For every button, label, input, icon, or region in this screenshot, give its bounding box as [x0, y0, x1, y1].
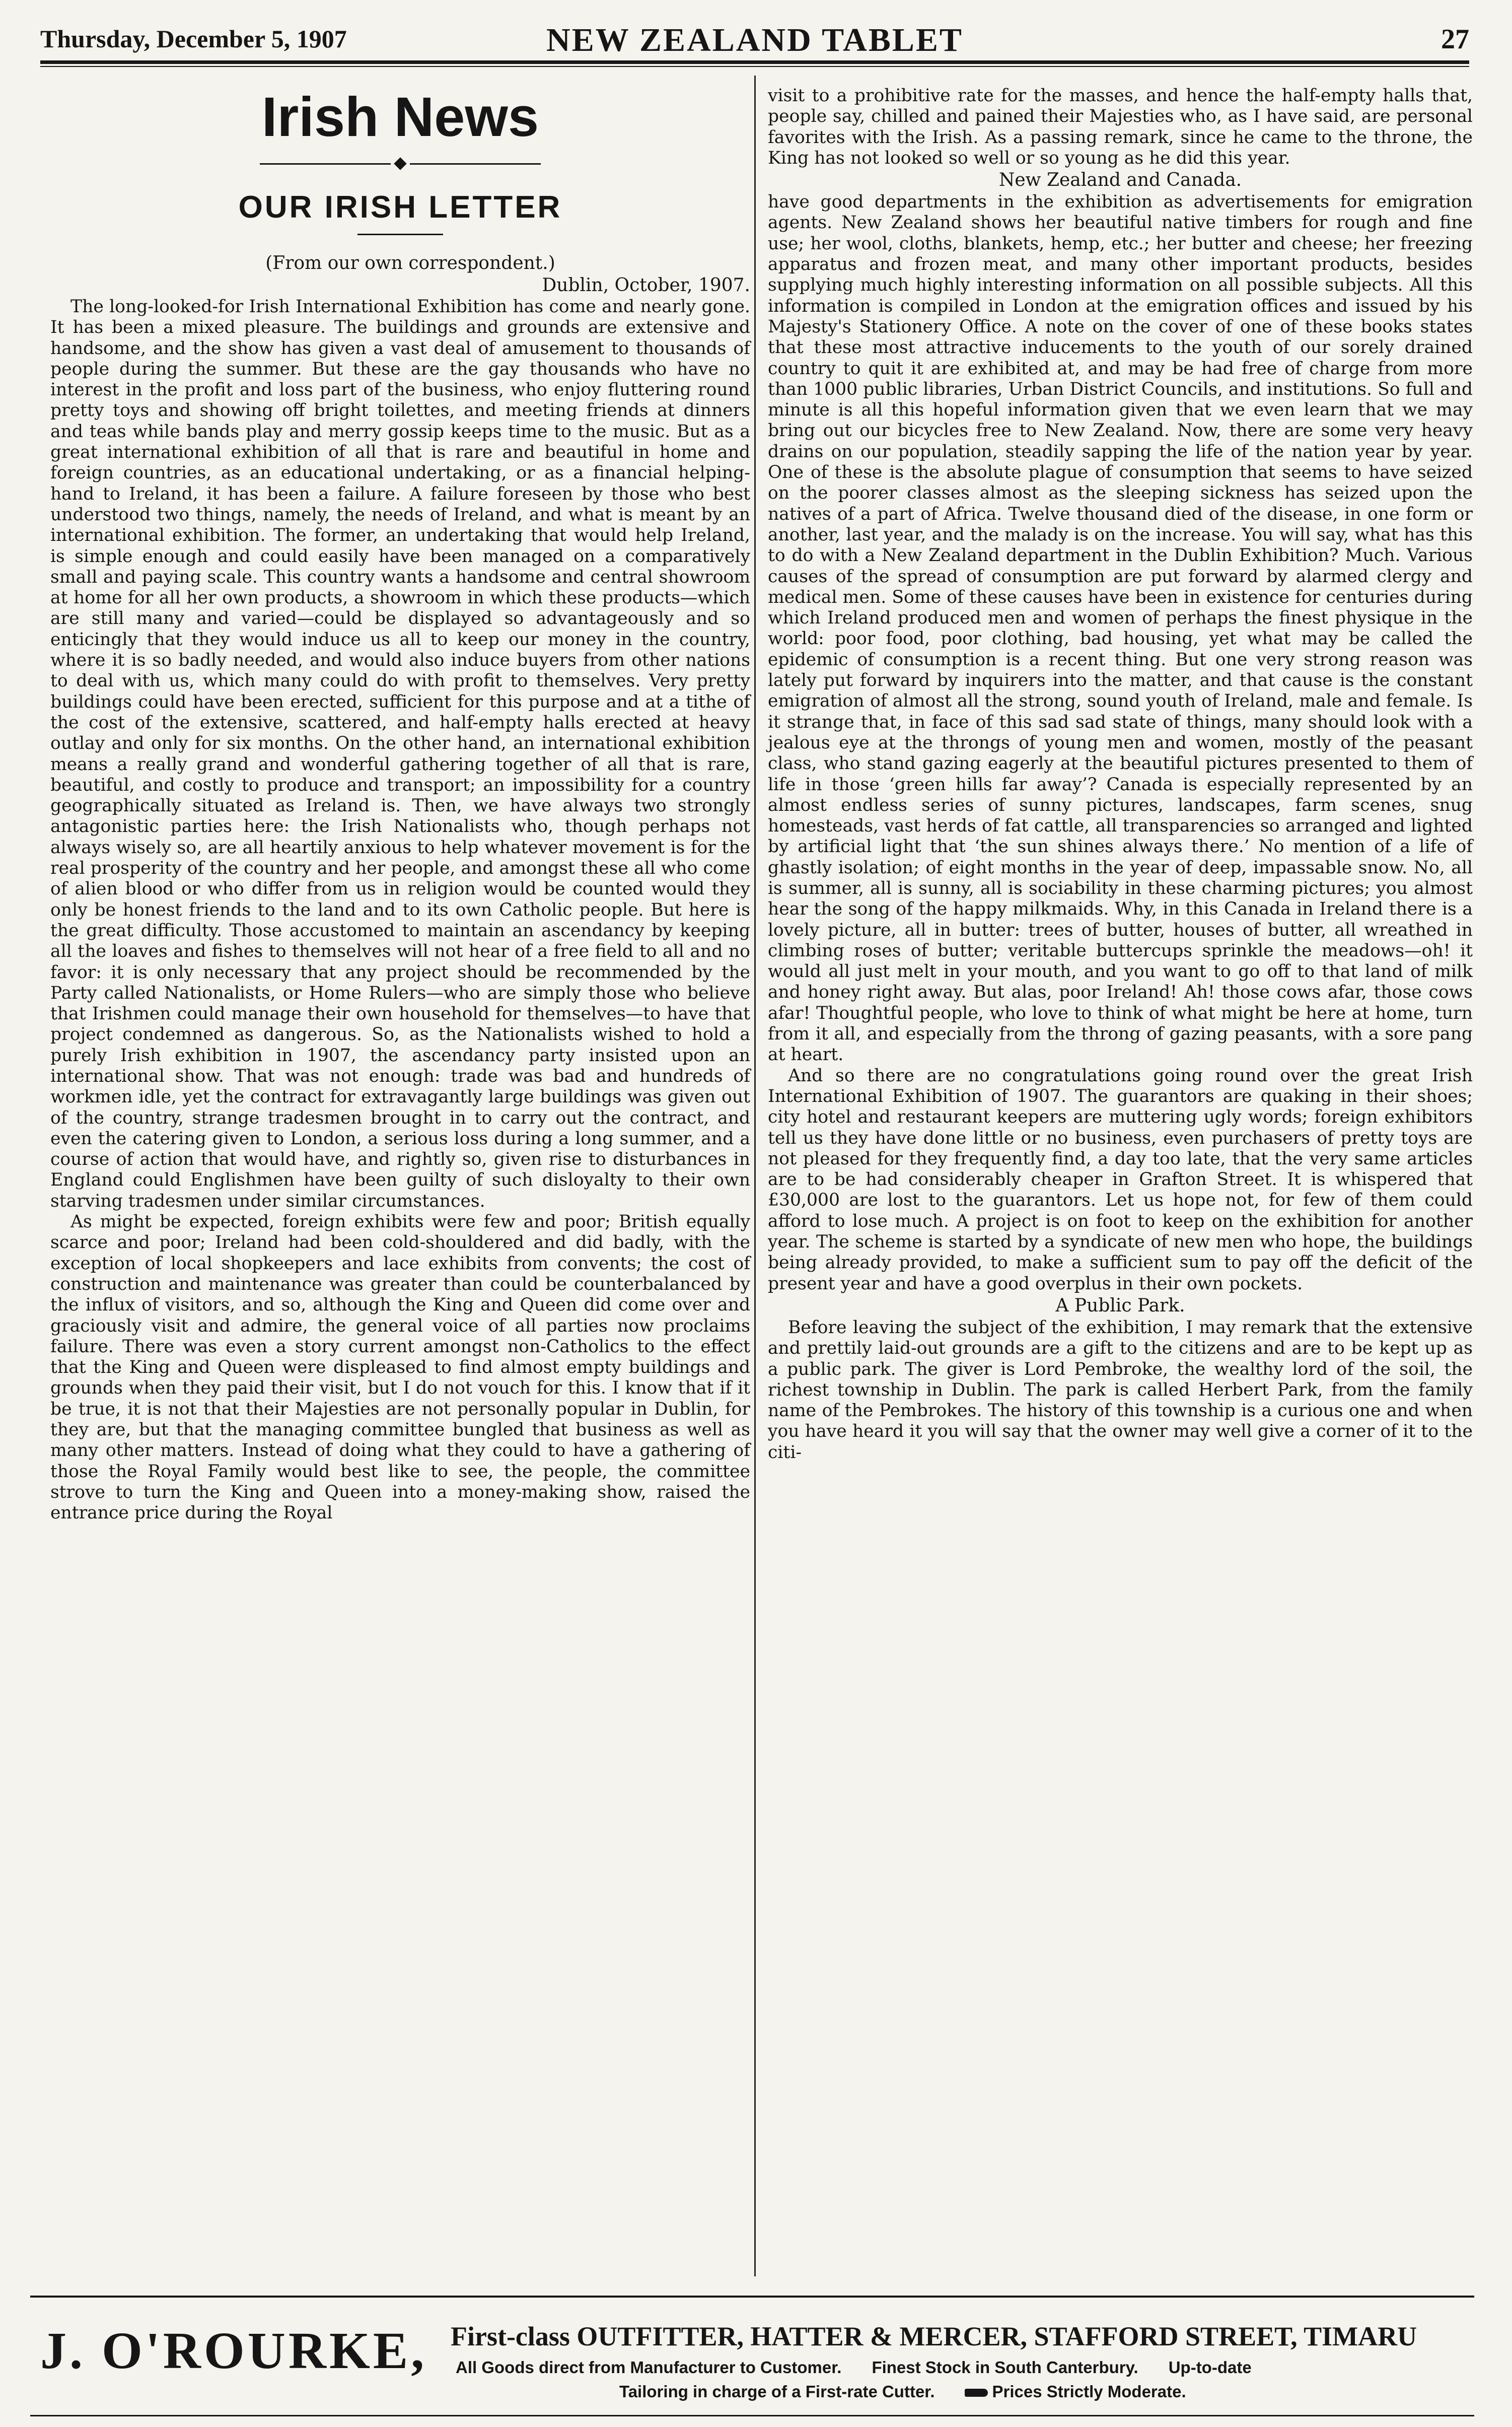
advertiser-name: J. O'ROURKE, [40, 2322, 427, 2380]
paragraph: have good departments in the exhibition as advertisements for emigration agents. New Zealand shows her beautiful native timbers for rough and fine use; her wool, cloths, blankets, hemp, etc.; her butter and cheese; her freezing apparatus and frozen meat, and many other important products, besides supplying much highly interesting information on all possible subjects. All this information is compiled in London at the emigration offices and issued by his Majesty's Stationery Office. A note on the cover of one of these books states that these most attractive inducements to the youth of our sorely drained country to quit it are exhibited at, and may be had free of charge from more than 1000 public libraries, Urban District Councils, and institutions. So full and minute is all this hopeful information given that we even learn that we may bring out our bicycles free to New Zealand. Now, there are some very heavy drains on our population, steadily sapping the life of the nation year by year. One of these is the absolute plague of consumption that seems to have seized on the poorer classes almost as the sleeping sickness has seized upon the natives of a part of Africa. Twelve thousand died of the disease, in one form or another, last year, and the malady is on the increase. You will say, what has this to do with a New Zealand department in the Dublin Exhibition? Much. Various causes of the spread of consumption are put forward by alarmed clergy and medical men. Some of these causes have been in existence for centuries during which Ireland produced men and women of perhaps the finest physique in the world: poor food, poor clothing, bad housing, yet what may be called the epidemic of consumption is a recent thing. But one very strong reason was lately put forward by inquirers into the matter, and that cause is the constant emigration of almost all the strong, sound youth of Ireland, male and female. Is it strange that, in face of this sad sad state of things, many should look with a jealous eye at the throngs of young men and women, mostly of the peasant class, who stand gazing eagerly at the beautiful pictures presented to them of life in those ‘green hills far away’? Canada is especially represented by an almost endless series of sunny pictures, landscapes, farm scenes, snug homesteads, vast herds of fat cattle, all transparencies so arranged and lighted by artificial light that ‘the sun shines always there.’ No mention of a life of ghastly isolation; of eight months in the year of deep, impassable snow. No, all is summer, all is sunny, all is sociability in these charming pictures; you almost hear the song of the happy milkmaids. Why, in this Canada in Ireland there is a lovely picture, all in butter: trees of butter, houses of butter, all wreathed in climbing roses of butter; veritable buttercups sprinkle the meadows—oh! it would all just melt in your mouth, and you want to go off to that land of milk and honey right away. But alas, poor Ireland! Ah! those cows afar, those cows afar! Thoughtful people, who love to think of what might be here at home, turn from it all, and especially from the throng of gazing peasants, with a sore pang at heart. [768, 192, 1473, 1065]
masthead-rule-thin [40, 66, 1469, 67]
advertisement-line-2 [456, 2358, 1474, 2377]
advertisement [30, 2307, 1474, 2407]
ornament-rule-left [260, 163, 391, 165]
pointing-hand-icon [965, 2389, 988, 2397]
page-number: 27 [1441, 24, 1469, 55]
publication-title: NEW ZEALAND TABLET [546, 22, 963, 58]
ad-claim-direct: All Goods direct from Manufacturer to Customer. [456, 2358, 842, 2377]
section-title: Irish News [261, 86, 539, 148]
dateline: Dublin, October, 1907. [542, 275, 750, 296]
paragraph: As might be expected, foreign exhibits were few and poor; British equally scarce and poor; Ireland had been cold-shouldered and did badly, with the exception of local shopkeepers and lace exhibits from convents; the cost of construction and maintenance was greater than could be counterbalanced by the influx of visitors, and so, although the King and Queen did come over and graciously visit and admire, the general voice of all parties now proclaims failure. There was even a story current amongst non-Catholics to the effect that the King and Queen were displeased to find almost empty buildings and grounds when they paid their visit, but I do not vouch for this. I know that if it be true, it is not that their Majesties are not personally popular in Dublin, for they are, but that the managing committee bungled that business as well as many other matters. Instead of doing what they could to have a gathering of those the Royal Family would best like to see, the people, the committee strove to turn the King and Queen into a money-making show, raised the entrance price during the Royal [50, 1212, 750, 1523]
ad-claim-tailoring: Tailoring in charge of a First-rate Cutter. [619, 2382, 935, 2401]
ad-claim-uptodate: Up-to-date [1168, 2358, 1252, 2377]
paragraph: visit to a prohibitive rate for the masses, and hence the half-empty halls that, people say, chilled and pained their Majesties who, as I have said, are personal favorites with the Irish. As a passing remark, since he came to the throne, the King has not looked so well or so young as he did this year. [768, 86, 1473, 168]
advertisement-rule-top [30, 2296, 1474, 2298]
issue-date: Thursday, December 5, 1907 [40, 25, 347, 53]
subhead-public-park: A Public Park. [1055, 1295, 1185, 1316]
article-subtitle: OUR IRISH LETTER [238, 190, 562, 225]
advertisement-rule-bottom [30, 2415, 1474, 2416]
subhead-new-zealand-canada: New Zealand and Canada. [998, 170, 1242, 191]
masthead-rule [40, 60, 1469, 64]
paragraph: The long-looked-for Irish International Exhibition has come and nearly gone. It has been a mixed pleasure. The buildings and grounds are extensive and handsome, and the show has given a vast deal of amusement to thousands of people during the summer. But these are the gay thousands who have no interest in the profit and loss part of the business, who enjoy fluttering round pretty toys and showing off bright toilettes, and meeting friends at dinners and teas while bands play and merry gossip keeps time to the music. But as a great international exhibition of all that is rare and beautiful in home and foreign countries, as an educational undertaking, or as a financial helping-hand to Ireland, it has been a failure. A failure foreseen by those who best understood two things, namely, the needs of Ireland, and what is meant by an international exhibition. The former, an undertaking that would help Ireland, is simple enough and could easily have been managed on a comparatively small and paying scale. This country wants a handsome and central showroom at home for all her own products, a showroom in which these products—which are still many and varied—could be displayed so advantageously and so enticingly that they would induce us all to keep our money in the country, where it is so badly needed, and would also induce buyers from other nations to deal with us, which many could do with profit to themselves. Very pretty buildings could have been erected, sufficient for this purpose and at a tithe of the cost of the extensive, scattered, and half-empty halls erected at heavy outlay and only for six months. On the other hand, an international exhibition means a really grand and wonderful gathering together of all that is rare, beautiful, and costly to produce and transport; an impossibility for a country geographically situated as Ireland is. Then, we have always two strongly antagonistic parties here: the Irish Nationalists who, though perhaps not always wisely so, are all heartily anxious to help whatever movement is for the real prosperity of the country and her people, and amongst these all who come of alien blood or who differ from us in religion would be counted would they only be honest friends to the land and to its own Catholic people. But here is the great difficulty. Those accustomed to maintain an ascendancy by keeping all the loaves and fishes to themselves will not hear of a free field to all and no favor: it is only necessary that any project should be recommended by the Party called Nationalists, or Home Rulers—who are simply those who believe that Irishmen could manage their own household for themselves—to have that project condemned as dangerous. So, as the Nationalists wished to hold a purely Irish exhibition in 1907, the ascendancy party insisted upon an international show. That was not enough: trade was bad and hundreds of workmen idle, yet the contract for extravagantly large buildings was given out of the country, strange tradesmen brought in to carry out the contract, and even the catering given to London, a serious loss during a long summer, and a course of action that would have, and rightly so, given rise to disturbances in England could Englishmen have been guilty of such disloyalty to their own starving tradesmen under similar circumstances. [50, 297, 750, 1211]
diamond-icon [394, 157, 406, 170]
paragraph: And so there are no congratulations going round over the great Irish International Exhibition of 1907. The guarantors are quaking in their shoes; city hotel and restaurant keepers are muttering ugly words; foreign exhibitors tell us they have done little or no business, even purchasers of pretty toys are not pleased for they frequently find, a day too late, that the very same articles are to be had considerably cheaper in Grafton Street. It is whispered that £30,000 are lost to the guarantors. Let us hope not, for few of them could afford to lose much. A project is on foot to keep on the exhibition for another year. The scheme is started by a syndicate of new men who hope, the buildings being already provided, to make a sufficient sum to pay off the deficit of the present year and have a good overplus in their own pockets. [768, 1065, 1473, 1294]
ornament-rule-right [410, 163, 541, 165]
advertisement-line-3 [619, 2382, 1216, 2401]
left-column [50, 76, 750, 2201]
ad-claim-stock: Finest Stock in South Canterbury. [872, 2358, 1138, 2377]
ornament-divider [50, 152, 750, 172]
advertisement-headline: First-class OUTFITTER, HATTER & MERCER, STAFFORD STREET, TIMARU [451, 2321, 1417, 2351]
byline: (From our own correspondent.) [265, 253, 555, 273]
ad-claim-prices: Prices Strictly Moderate. [992, 2382, 1186, 2401]
short-divider [357, 234, 443, 235]
right-column [768, 86, 1473, 2266]
masthead [40, 15, 1469, 63]
column-divider [754, 76, 756, 2276]
paragraph: Before leaving the subject of the exhibition, I may remark that the extensive and prettily laid-out grounds are a gift to the citizens and are to be kept up as a public park. The giver is Lord Pembroke, the wealthy lord of the soil, the richest township in Dublin. The park is called Herbert Park, from the family name of the Pembrokes. The history of this township is a curious one and when you have heard it you will say that the owner may well give a corner of it to the citi- [768, 1317, 1473, 1463]
